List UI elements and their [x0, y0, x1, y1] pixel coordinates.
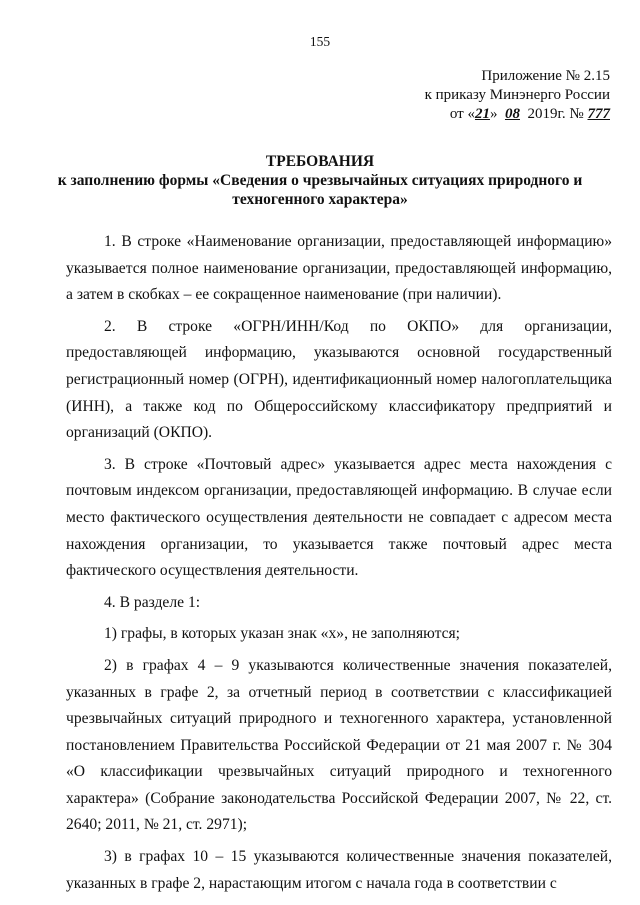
paragraph-3: 3. В строке «Почтовый адрес» указывается адрес места нахождения с почтовым индексом организации, предоставляющей информацию. В случае если место фактического осуществления деятельности не совпадает с адресом места нахождения организации, то указывается также почтовый адрес места фактического осуществления деятельности.: [66, 455, 612, 580]
document-title: [40, 152, 600, 209]
subitem-2: 2) в графах 4 – 9 указываются количественные значения показателей, указанных в графе 2, за отчетный период в соответствии с классификацией чрезвычайных ситуаций природного и техногенного характера, установленной постановлением Правительства Российской Федерации от 21 мая 2007 г. № 304 «О классификации чрезвычайных ситуаций природного и техногенного характера» (Собрание законодательства Российской Федерации 2007, № 22, ст. 2640; 2011, № 21, ст. 2971);: [66, 656, 612, 834]
appendix-order-ref: к приказу Минэнерго России: [424, 87, 610, 103]
handwritten-number: 777: [587, 106, 610, 122]
title-subtitle-line1: к заполнению формы «Сведения о чрезвычайных ситуациях природного и: [57, 172, 583, 189]
date-prefix: от «: [449, 106, 475, 122]
subitem-3: 3) в графах 10 – 15 указываются количественные значения показателей, указанных в графе 2, нарастающим итогом с начала года в соответствии с: [66, 848, 612, 892]
handwritten-day: 21: [474, 106, 490, 122]
date-mid: »: [489, 106, 498, 122]
paragraph-1: 1. В строке «Наименование организации, предоставляющей информацию» указывается полное наименование организации, предоставляющей информацию, а затем в скобках – ее сокращенное наименование (при наличии).: [66, 233, 612, 304]
year-text: 2019г. №: [527, 106, 584, 122]
appendix-title: Приложение № 2.15: [481, 68, 610, 84]
page-number: 155: [309, 34, 331, 49]
paragraph-4: 4. В разделе 1:: [104, 593, 201, 611]
document-body: [66, 229, 612, 902]
appendix-header: [380, 67, 610, 124]
paragraph-2: 2. В строке «ОГРН/ИНН/Код по ОКПО» для организации, предоставляющей информацию, указываются основной государственный регистрационный номер (ОГРН), идентификационный номер налогоплательщика (ИНН), а также код по Общероссийскому классификатору предприятий и организаций (ОКПО).: [66, 317, 612, 442]
subitem-1: 1) графы, в которых указан знак «х», не заполняются;: [104, 625, 461, 643]
title-heading: ТРЕБОВАНИЯ: [265, 153, 375, 170]
appendix-date-line: [380, 105, 610, 124]
handwritten-month: 08: [504, 106, 520, 122]
title-subtitle-line2: техногенного характера»: [232, 191, 408, 208]
